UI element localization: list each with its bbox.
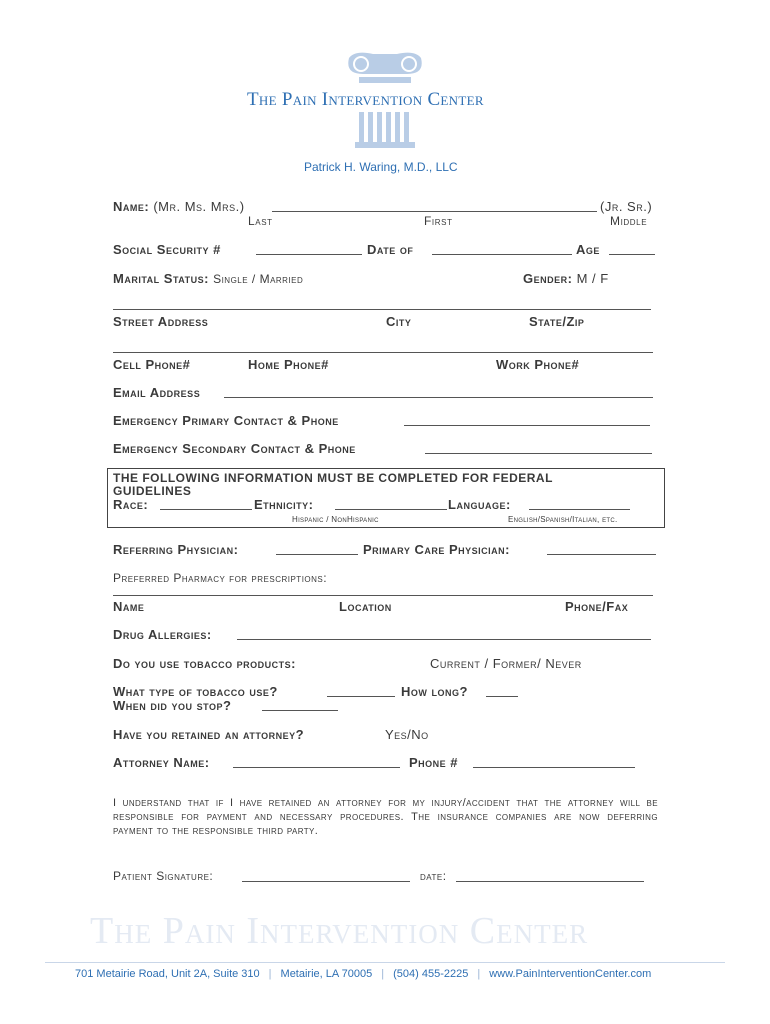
doctor-line: Patrick H. Waring, M.D., LLC: [304, 160, 458, 174]
footer-website[interactable]: www.PainInterventionCenter.com: [489, 968, 652, 980]
name-field[interactable]: [272, 211, 597, 212]
federal-heading-1: THE FOLLOWING INFORMATION MUST BE COMPLETED FOR FEDERAL: [113, 471, 553, 485]
work-label: Work Phone#: [496, 357, 580, 372]
attorney-name-label: Attorney Name:: [113, 755, 210, 770]
language-field[interactable]: [529, 509, 630, 510]
federal-heading-2: GUIDELINES: [113, 484, 192, 498]
pharmacy-name-label: Name: [113, 599, 145, 614]
cell-label: Cell Phone#: [113, 357, 191, 372]
allergies-field[interactable]: [237, 639, 651, 640]
ethnicity-hint: Hispanic / NonHispanic: [292, 515, 379, 524]
tobacco-stop-field[interactable]: [262, 710, 338, 711]
address-field[interactable]: [113, 309, 651, 310]
marital-label: Marital Status:: [113, 271, 209, 286]
pharmacy-label: Preferred Pharmacy for prescriptions:: [113, 571, 328, 585]
marital-row: [113, 271, 303, 286]
dob-label: Date of: [367, 242, 414, 257]
tobacco-type-field[interactable]: [327, 696, 395, 697]
primary-label: Primary Care Physician:: [363, 542, 510, 557]
name-sub-first: First: [424, 214, 453, 228]
email-label: Email Address: [113, 385, 201, 400]
footer-rule: [45, 962, 725, 963]
ssn-label: Social Security #: [113, 242, 221, 257]
state-label: State/Zip: [529, 314, 585, 329]
footer-contact: 701 Metairie Road, Unit 2A, Suite 310 | Metairie, LA 70005 | (504) 455-2225 | www.PainInterventionCenter.com: [75, 968, 652, 980]
name-sub-middle: Middle: [610, 214, 648, 228]
gender-row: [523, 271, 609, 286]
city-label: City: [386, 314, 412, 329]
date-label: date:: [420, 869, 447, 883]
ethnicity-label: Ethnicity:: [254, 497, 314, 512]
dob-field[interactable]: [432, 254, 572, 255]
tobacco-howlong-label: How long?: [401, 684, 468, 699]
home-label: Home Phone#: [248, 357, 329, 372]
attorney-question-label: Have you retained an attorney?: [113, 727, 305, 742]
race-label: Race:: [113, 497, 149, 512]
gender-label: Gender:: [523, 271, 573, 286]
pharmacy-phone-label: Phone/Fax: [565, 599, 629, 614]
attorney-phone-field[interactable]: [473, 767, 635, 768]
tobacco-type-label: What type of tobacco use?: [113, 684, 278, 699]
attorney-statement: I understand that if I have retained an attorney for my injury/accident that the attorney will be responsible for payment and necessary procedures. The insurance companies are now deferring payment to the responsible third party.: [113, 797, 658, 837]
attorney-name-field[interactable]: [233, 767, 400, 768]
tobacco-stop-label: When did you stop?: [113, 698, 232, 713]
signature-field[interactable]: [242, 881, 410, 882]
age-label: Age: [576, 242, 600, 257]
age-field[interactable]: [609, 254, 655, 255]
language-label: Language:: [448, 497, 511, 512]
gender-options[interactable]: M / F: [576, 271, 609, 286]
emergency-primary-label: Emergency Primary Contact & Phone: [113, 413, 339, 428]
emergency-secondary-label: Emergency Secondary Contact & Phone: [113, 441, 356, 456]
allergies-label: Drug Allergies:: [113, 627, 212, 642]
street-label: Street Address: [113, 314, 209, 329]
name-label: Name:: [113, 199, 150, 214]
language-hint: English/Spanish/Italian, etc.: [508, 515, 618, 524]
name-titles: (Mr. Ms. Mrs.): [153, 199, 245, 214]
tobacco-howlong-field[interactable]: [486, 696, 518, 697]
referring-label: Referring Physician:: [113, 542, 239, 557]
attorney-phone-label: Phone #: [409, 755, 459, 770]
email-field[interactable]: [224, 397, 653, 398]
tobacco-label: Do you use tobacco products:: [113, 656, 297, 671]
phones-field[interactable]: [113, 352, 653, 353]
ethnicity-field[interactable]: [335, 509, 447, 510]
signature-label: Patient Signature:: [113, 869, 214, 883]
date-field[interactable]: [456, 881, 644, 882]
name-row: [113, 199, 245, 214]
ssn-field[interactable]: [256, 254, 362, 255]
name-sub-last: Last: [248, 214, 273, 228]
logo-title: The Pain Intervention Center: [244, 89, 487, 111]
race-field[interactable]: [160, 509, 252, 510]
footer-phone[interactable]: (504) 455-2225: [393, 968, 469, 980]
emergency-secondary-field[interactable]: [425, 453, 652, 454]
attorney-question-options[interactable]: Yes/No: [385, 727, 429, 742]
pharmacy-location-label: Location: [339, 599, 392, 614]
marital-options[interactable]: Single / Married: [213, 272, 304, 286]
footer-city: Metairie, LA 70005: [280, 968, 373, 980]
footer-address: 701 Metairie Road, Unit 2A, Suite 310: [75, 968, 260, 980]
name-suffix: (Jr. Sr.): [600, 199, 653, 214]
pharmacy-field[interactable]: [113, 595, 653, 596]
footer-watermark: The Pain Intervention Center: [90, 910, 589, 952]
primary-field[interactable]: [547, 554, 656, 555]
emergency-primary-field[interactable]: [404, 425, 650, 426]
referring-field[interactable]: [276, 554, 358, 555]
tobacco-options[interactable]: Current / Former/ Never: [430, 656, 582, 671]
